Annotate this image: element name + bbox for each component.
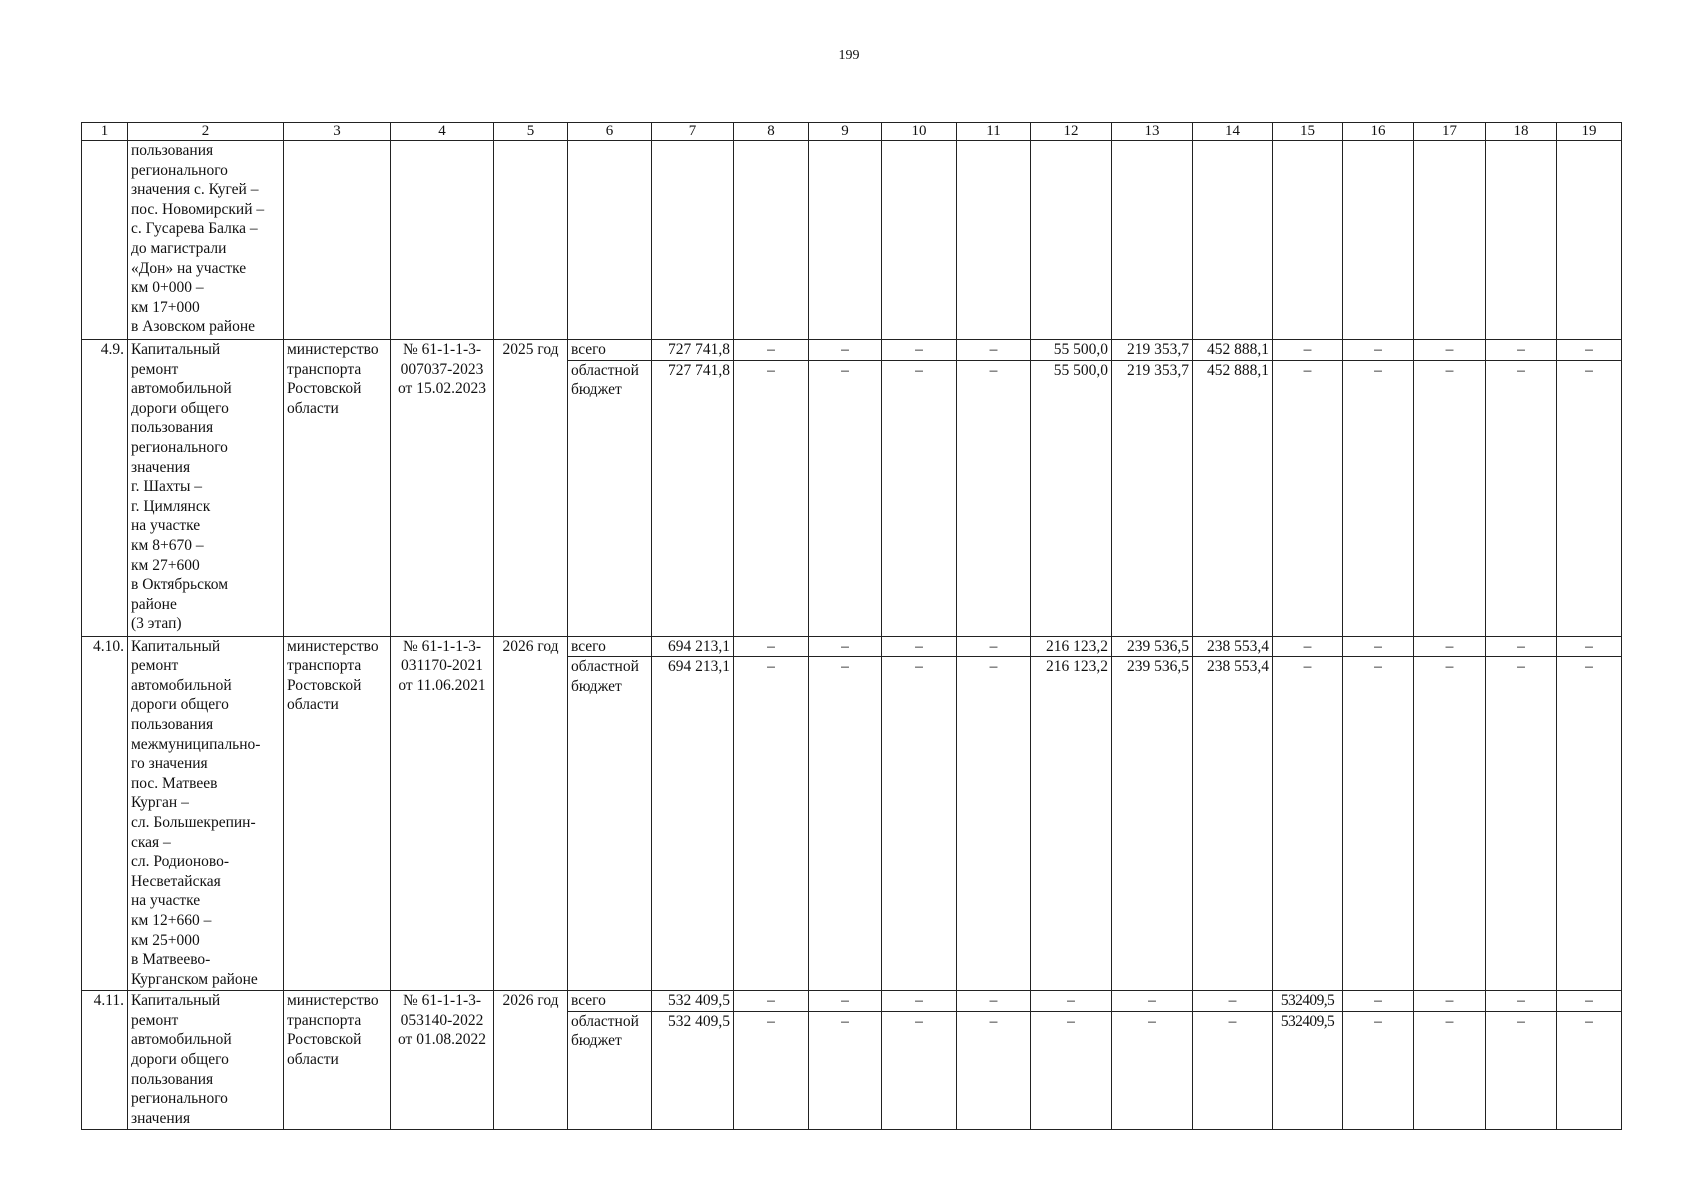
column-header: 12 — [1031, 123, 1112, 141]
column-header: 19 — [1557, 123, 1622, 141]
value-cell: 219 353,7 — [1112, 340, 1193, 361]
column-header: 13 — [1112, 123, 1193, 141]
value-cell: – — [1343, 340, 1414, 361]
funding-source: всего — [568, 991, 652, 1012]
value-cell: 532 409,5 — [652, 991, 734, 1012]
object-name: пользования регионального значения с. Кугей – пос. Новомирский – с. Гусарева Балка – до магистрали «Дон» на участке км 0+000 – км 17+000 в Азовском районе — [128, 141, 284, 340]
value-cell: – — [1486, 340, 1557, 361]
column-header: 5 — [494, 123, 568, 141]
column-header: 10 — [882, 123, 957, 141]
value-cell: – — [1031, 991, 1112, 1012]
column-header: 3 — [284, 123, 391, 141]
value-cell: – — [809, 340, 882, 361]
column-header: 18 — [1486, 123, 1557, 141]
column-header: 2 — [128, 123, 284, 141]
value-cell: – — [1557, 991, 1622, 1012]
column-header: 6 — [568, 123, 652, 141]
value-cell: 452 888,1 — [1193, 340, 1273, 361]
column-header: 7 — [652, 123, 734, 141]
value-cell: – — [734, 657, 809, 991]
value-cell: – — [882, 657, 957, 991]
value-cell: – — [957, 1011, 1031, 1129]
value-cell: – — [1557, 657, 1622, 991]
value-cell: – — [1273, 360, 1343, 636]
value-cell: – — [882, 636, 957, 657]
object-name: Капитальный ремонт автомобильной дороги общего пользования межмуниципально- го значения пос. Матвеев Курган – сл. Большекрепин- ская – сл. Родионово- Несветайская на участке км 12+660 – км 25+000 в Матвеево- Курганском районе — [128, 636, 284, 991]
value-cell: – — [957, 991, 1031, 1012]
value-cell: 55 500,0 — [1031, 340, 1112, 361]
document-ref: № 61-1-1-3- 053140-2022 от 01.08.2022 — [391, 991, 494, 1130]
value-cell: – — [1414, 360, 1486, 636]
value-cell: 239 536,5 — [1112, 657, 1193, 991]
value-cell: – — [1486, 360, 1557, 636]
value-cell: – — [1414, 636, 1486, 657]
value-cell: – — [1486, 1011, 1557, 1129]
column-header: 1 — [82, 123, 128, 141]
funding-source: областной бюджет — [568, 360, 652, 636]
value-cell: – — [734, 360, 809, 636]
value-cell: 238 553,4 — [1193, 657, 1273, 991]
value-cell: – — [734, 340, 809, 361]
item-number: 4.10. — [82, 636, 128, 991]
value-cell: 239 536,5 — [1112, 636, 1193, 657]
value-cell: – — [882, 1011, 957, 1129]
year: 2025 год — [494, 340, 568, 637]
value-cell: – — [1557, 1011, 1622, 1129]
value-cell: 216 123,2 — [1031, 636, 1112, 657]
column-header: 17 — [1414, 123, 1486, 141]
value-cell: – — [734, 991, 809, 1012]
value-cell: – — [1486, 657, 1557, 991]
value-cell: – — [809, 657, 882, 991]
page-number: 199 — [838, 48, 860, 63]
value-cell: 727 741,8 — [652, 360, 734, 636]
value-cell: – — [1343, 657, 1414, 991]
value-cell: – — [957, 636, 1031, 657]
object-name: Капитальный ремонт автомобильной дороги общего пользования регионального значения — [128, 991, 284, 1130]
value-cell: 55 500,0 — [1031, 360, 1112, 636]
value-cell: – — [957, 340, 1031, 361]
value-cell: – — [734, 636, 809, 657]
funding-source: областной бюджет — [568, 1011, 652, 1129]
column-header: 15 — [1273, 123, 1343, 141]
value-cell: – — [809, 360, 882, 636]
value-cell: – — [882, 360, 957, 636]
value-cell: – — [1557, 360, 1622, 636]
value-cell: – — [882, 991, 957, 1012]
item-number: 4.9. — [82, 340, 128, 637]
column-header: 8 — [734, 123, 809, 141]
value-cell: – — [1343, 1011, 1414, 1129]
year: 2026 год — [494, 636, 568, 991]
value-cell: – — [882, 340, 957, 361]
value-cell: – — [1557, 636, 1622, 657]
column-header: 4 — [391, 123, 494, 141]
value-cell: – — [1343, 360, 1414, 636]
value-cell: – — [1273, 636, 1343, 657]
value-cell: – — [1414, 340, 1486, 361]
continuation-row — [82, 141, 1622, 340]
value-cell: – — [809, 636, 882, 657]
item-number: 4.11. — [82, 991, 128, 1130]
column-number-row — [82, 123, 1622, 141]
executor: министерство транспорта Ростовской области — [284, 636, 391, 991]
column-header: 9 — [809, 123, 882, 141]
document-ref: № 61-1-1-3- 007037-2023 от 15.02.2023 — [391, 340, 494, 637]
value-cell: – — [1557, 340, 1622, 361]
column-header: 11 — [957, 123, 1031, 141]
value-cell: – — [1486, 636, 1557, 657]
value-cell: – — [809, 1011, 882, 1129]
program-table — [81, 122, 1622, 1130]
funding-source: областной бюджет — [568, 657, 652, 991]
value-cell: – — [1031, 1011, 1112, 1129]
funding-source: всего — [568, 340, 652, 361]
value-cell: – — [1193, 1011, 1273, 1129]
value-cell: – — [1343, 636, 1414, 657]
value-cell: 532409,5 — [1273, 1011, 1343, 1129]
value-cell: – — [1193, 991, 1273, 1012]
value-cell: – — [1343, 991, 1414, 1012]
value-cell: 452 888,1 — [1193, 360, 1273, 636]
value-cell: 238 553,4 — [1193, 636, 1273, 657]
object-name: Капитальный ремонт автомобильной дороги общего пользования регионального значения г. Шахты – г. Цимлянск на участке км 8+670 – км 27+600 в Октябрьском районе (3 этап) — [128, 340, 284, 637]
value-cell: – — [1414, 657, 1486, 991]
column-header: 16 — [1343, 123, 1414, 141]
executor: министерство транспорта Ростовской области — [284, 991, 391, 1130]
value-cell: 694 213,1 — [652, 636, 734, 657]
value-cell: – — [1486, 991, 1557, 1012]
value-cell: – — [809, 991, 882, 1012]
value-cell: – — [1414, 991, 1486, 1012]
year: 2026 год — [494, 991, 568, 1130]
value-cell: – — [734, 1011, 809, 1129]
table-row — [82, 340, 1622, 361]
value-cell: – — [1273, 657, 1343, 991]
value-cell: – — [1112, 991, 1193, 1012]
column-header: 14 — [1193, 123, 1273, 141]
value-cell: 727 741,8 — [652, 340, 734, 361]
value-cell: – — [1414, 1011, 1486, 1129]
value-cell: 216 123,2 — [1031, 657, 1112, 991]
value-cell: – — [1273, 340, 1343, 361]
value-cell: – — [957, 360, 1031, 636]
table-row — [82, 991, 1622, 1012]
document-ref: № 61-1-1-3- 031170-2021 от 11.06.2021 — [391, 636, 494, 991]
value-cell: 694 213,1 — [652, 657, 734, 991]
value-cell: 219 353,7 — [1112, 360, 1193, 636]
value-cell: – — [1112, 1011, 1193, 1129]
table-row — [82, 636, 1622, 657]
funding-source: всего — [568, 636, 652, 657]
executor: министерство транспорта Ростовской области — [284, 340, 391, 637]
value-cell: 532 409,5 — [652, 1011, 734, 1129]
value-cell: 532409,5 — [1273, 991, 1343, 1012]
value-cell: – — [957, 657, 1031, 991]
